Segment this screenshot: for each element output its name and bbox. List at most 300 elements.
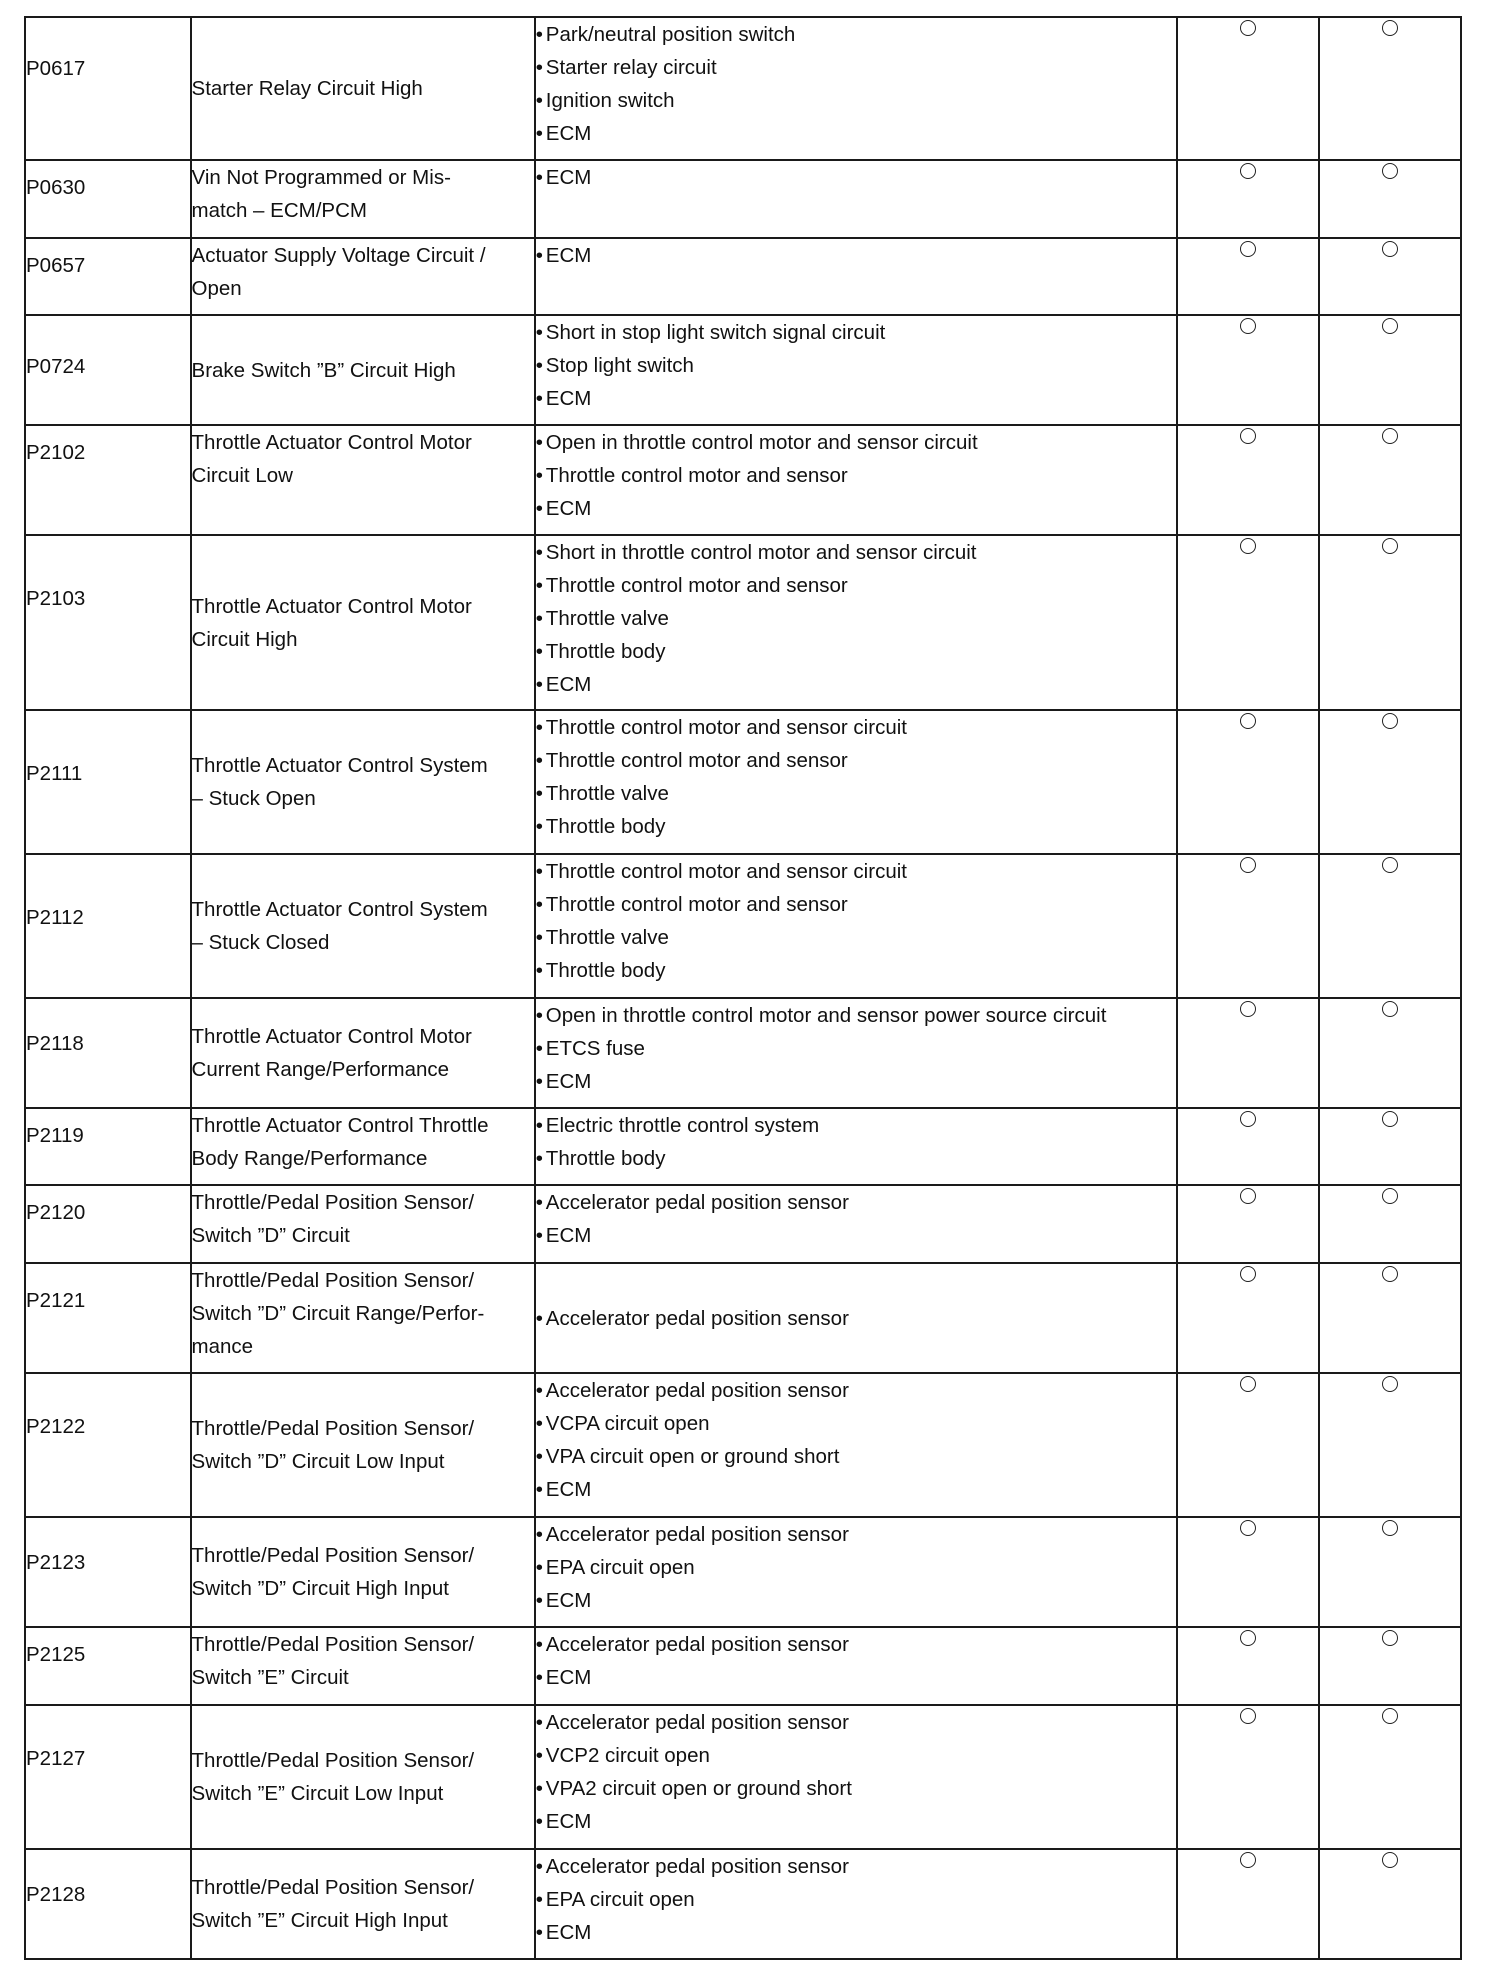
trouble-area-text: Throttle valve [545, 926, 669, 949]
table-row [25, 1185, 1461, 1263]
detection-item-cell [191, 998, 535, 1108]
trouble-area-text: Short in stop light switch signal circuit [545, 321, 886, 344]
trouble-area-item [536, 1440, 1176, 1473]
detection-item-line: – Stuck Closed [191, 931, 330, 954]
detection-item-line: Current Range/Performance [191, 1058, 450, 1081]
detection-item-cell [191, 1627, 535, 1705]
trouble-area-text: ECM [545, 1921, 592, 1944]
mil-mark-cell [1177, 315, 1319, 425]
memory-mark-cell [1319, 1627, 1461, 1705]
trouble-area-cell [535, 1108, 1177, 1185]
mil-mark-cell [1177, 1705, 1319, 1849]
memory-mark-cell [1319, 1705, 1461, 1849]
dtc-code: P2120 [26, 1201, 86, 1224]
trouble-area-item [536, 635, 1176, 668]
bullet-icon: • [535, 244, 543, 267]
trouble-area-cell [535, 425, 1177, 535]
dtc-code-cell [25, 1108, 191, 1185]
detection-item-cell [191, 1108, 535, 1185]
trouble-area-item [536, 1551, 1176, 1584]
table-row [25, 160, 1461, 238]
dtc-code: P2125 [26, 1643, 86, 1666]
dtc-code-cell [25, 854, 191, 998]
circle-mark-icon [1382, 538, 1398, 554]
trouble-area-text: Park/neutral position switch [545, 23, 796, 46]
dtc-table [24, 16, 1462, 1960]
trouble-area-item [536, 1916, 1176, 1949]
detection-item-line: Circuit Low [191, 464, 293, 487]
memory-mark-cell [1319, 238, 1461, 315]
memory-mark-cell [1319, 1517, 1461, 1627]
memory-mark-cell [1319, 535, 1461, 710]
trouble-area-item [536, 1805, 1176, 1838]
mil-mark-cell [1177, 1185, 1319, 1263]
circle-mark-icon [1382, 1520, 1398, 1536]
trouble-area-text: Electric throttle control system [545, 1114, 820, 1137]
detection-item-line: Brake Switch ”B” Circuit High [191, 358, 456, 382]
trouble-area-item [536, 536, 1176, 569]
bullet-icon: • [535, 1070, 543, 1093]
memory-mark-cell [1319, 1849, 1461, 1959]
bullet-icon: • [535, 1589, 543, 1612]
detection-item-line: Throttle/Pedal Position Sensor/ [191, 1544, 475, 1567]
bullet-icon: • [535, 574, 543, 597]
detection-item-line: Throttle/Pedal Position Sensor/ [191, 1191, 475, 1214]
trouble-area-item [536, 349, 1176, 382]
bullet-icon: • [535, 1379, 543, 1402]
trouble-area-item [536, 954, 1176, 987]
dtc-code-cell [25, 17, 191, 160]
bullet-icon: • [535, 166, 543, 189]
dtc-code-cell [25, 238, 191, 315]
bullet-icon: • [535, 1777, 543, 1800]
dtc-code: P2119 [26, 1124, 84, 1147]
bullet-icon: • [535, 815, 543, 838]
trouble-area-item [536, 999, 1176, 1032]
trouble-area-text: VCPA circuit open [545, 1412, 710, 1435]
mil-mark-cell [1177, 1849, 1319, 1959]
dtc-code: P2103 [26, 587, 86, 610]
trouble-area-text: Open in throttle control motor and sensor power source circuit [545, 1004, 1107, 1027]
bullet-icon: • [535, 749, 543, 772]
circle-mark-icon [1240, 163, 1256, 179]
trouble-area-text: Accelerator pedal position sensor [545, 1523, 849, 1546]
trouble-area-text: ECM [545, 1666, 592, 1689]
trouble-area-cell [535, 1517, 1177, 1627]
memory-mark-cell [1319, 1108, 1461, 1185]
detection-item-cell [191, 238, 535, 315]
trouble-area-text: ECM [545, 1224, 592, 1247]
trouble-area-item [536, 492, 1176, 525]
trouble-area-item [536, 711, 1176, 744]
circle-mark-icon [1382, 1852, 1398, 1868]
detection-item-cell [191, 854, 535, 998]
bullet-icon: • [535, 1921, 543, 1944]
bullet-icon: • [535, 1412, 543, 1435]
bullet-icon: • [535, 1855, 543, 1878]
trouble-area-item [536, 84, 1176, 117]
bullet-icon: • [535, 1888, 543, 1911]
trouble-area-text: ECM [545, 166, 592, 189]
trouble-area-item [536, 51, 1176, 84]
trouble-area-item [536, 1219, 1176, 1252]
trouble-area-cell [535, 17, 1177, 160]
trouble-area-text: EPA circuit open [545, 1888, 695, 1911]
trouble-area-text: Starter relay circuit [545, 56, 717, 79]
trouble-area-cell [535, 1373, 1177, 1517]
bullet-icon: • [535, 1147, 543, 1170]
trouble-area-cell [535, 1627, 1177, 1705]
memory-mark-cell [1319, 1185, 1461, 1263]
detection-item-line: Throttle Actuator Control System [191, 754, 488, 777]
trouble-area-item [536, 1109, 1176, 1142]
detection-item-line: match – ECM/PCM [191, 199, 367, 222]
circle-mark-icon [1382, 713, 1398, 729]
circle-mark-icon [1240, 1376, 1256, 1392]
circle-mark-icon [1240, 428, 1256, 444]
bullet-icon: • [535, 673, 543, 696]
trouble-area-item [536, 161, 1176, 194]
dtc-code-cell [25, 315, 191, 425]
bullet-icon: • [535, 1556, 543, 1579]
circle-mark-icon [1240, 1630, 1256, 1646]
detection-item-line: Switch ”E” Circuit [191, 1666, 349, 1689]
trouble-area-text: Throttle body [545, 1147, 666, 1170]
detection-item-line: Throttle Actuator Control Motor [191, 431, 472, 454]
trouble-area-text: Throttle control motor and sensor [545, 893, 848, 916]
trouble-area-cell [535, 1705, 1177, 1849]
bullet-icon: • [535, 1224, 543, 1247]
trouble-area-text: Accelerator pedal position sensor [545, 1191, 849, 1214]
table-row [25, 1627, 1461, 1705]
trouble-area-item [536, 569, 1176, 602]
trouble-area-item [536, 777, 1176, 810]
circle-mark-icon [1382, 1266, 1398, 1282]
dtc-code: P0657 [26, 254, 86, 277]
detection-item-line: Throttle Actuator Control Throttle [191, 1114, 489, 1137]
detection-item-cell [191, 17, 535, 160]
trouble-area-cell [535, 854, 1177, 998]
circle-mark-icon [1382, 1376, 1398, 1392]
bullet-icon: • [535, 541, 543, 564]
circle-mark-icon [1240, 1708, 1256, 1724]
detection-item-line: Throttle/Pedal Position Sensor/ [191, 1876, 475, 1899]
detection-item-line: Switch ”D” Circuit Low Input [191, 1450, 445, 1473]
trouble-area-text: ECM [545, 244, 592, 267]
circle-mark-icon [1382, 20, 1398, 36]
detection-item-line: Switch ”D” Circuit [191, 1224, 350, 1247]
mil-mark-cell [1177, 1108, 1319, 1185]
table-row [25, 1705, 1461, 1849]
dtc-code-cell [25, 1627, 191, 1705]
trouble-area-text: Short in throttle control motor and sensor circuit [545, 541, 977, 564]
dtc-code-cell [25, 1849, 191, 1959]
detection-item-cell [191, 1263, 535, 1373]
dtc-code: P0724 [26, 355, 86, 378]
bullet-icon: • [535, 1666, 543, 1689]
memory-mark-cell [1319, 315, 1461, 425]
bullet-icon: • [535, 431, 543, 454]
table-row [25, 17, 1461, 160]
detection-item-cell [191, 710, 535, 854]
bullet-icon: • [535, 1445, 543, 1468]
detection-item-cell [191, 1705, 535, 1849]
trouble-area-cell [535, 238, 1177, 315]
circle-mark-icon [1240, 857, 1256, 873]
trouble-area-text: Accelerator pedal position sensor [545, 1379, 849, 1402]
trouble-area-item [536, 1142, 1176, 1175]
trouble-area-item [536, 668, 1176, 701]
table-row [25, 1373, 1461, 1517]
circle-mark-icon [1382, 163, 1398, 179]
bullet-icon: • [535, 1191, 543, 1214]
trouble-area-item [536, 316, 1176, 349]
trouble-area-text: Accelerator pedal position sensor [545, 1633, 849, 1656]
detection-item-cell [191, 160, 535, 238]
dtc-code: P2123 [26, 1551, 86, 1574]
trouble-area-text: Throttle body [545, 815, 666, 838]
trouble-area-text: Open in throttle control motor and sensor circuit [545, 431, 978, 454]
bullet-icon: • [535, 497, 543, 520]
table-row [25, 238, 1461, 315]
dtc-code: P2111 [26, 762, 83, 785]
trouble-area-item [536, 1473, 1176, 1506]
detection-item-line: Throttle Actuator Control System [191, 898, 488, 921]
memory-mark-cell [1319, 1373, 1461, 1517]
dtc-code: P2102 [26, 441, 86, 464]
dtc-code-cell [25, 1517, 191, 1627]
circle-mark-icon [1240, 1266, 1256, 1282]
detection-item-line: – Stuck Open [191, 787, 316, 810]
bullet-icon: • [535, 926, 543, 949]
detection-item-line: Starter Relay Circuit High [191, 77, 423, 100]
trouble-area-item [536, 1628, 1176, 1661]
trouble-area-item [536, 1883, 1176, 1916]
trouble-area-text: VCP2 circuit open [545, 1744, 710, 1767]
bullet-icon: • [535, 860, 543, 883]
trouble-area-text: Throttle valve [545, 607, 669, 630]
detection-item-line: Switch ”E” Circuit Low Input [191, 1782, 444, 1805]
mil-mark-cell [1177, 998, 1319, 1108]
trouble-area-cell [535, 998, 1177, 1108]
trouble-area-item [536, 744, 1176, 777]
memory-mark-cell [1319, 710, 1461, 854]
memory-mark-cell [1319, 160, 1461, 238]
bullet-icon: • [535, 321, 543, 344]
circle-mark-icon [1240, 713, 1256, 729]
mil-mark-cell [1177, 238, 1319, 315]
detection-item-cell [191, 1373, 535, 1517]
trouble-area-cell [535, 1263, 1177, 1373]
detection-item-line: mance [191, 1335, 254, 1358]
bullet-icon: • [535, 640, 543, 663]
table-row [25, 1108, 1461, 1185]
detection-item-line: Open [191, 277, 242, 300]
table-row [25, 1263, 1461, 1373]
trouble-area-cell [535, 535, 1177, 710]
trouble-area-text: ECM [545, 387, 592, 410]
bullet-icon: • [535, 1523, 543, 1546]
trouble-area-item [536, 1407, 1176, 1440]
trouble-area-cell [535, 1849, 1177, 1959]
bullet-icon: • [535, 716, 543, 739]
trouble-area-item [536, 602, 1176, 635]
table-row [25, 535, 1461, 710]
mil-mark-cell [1177, 710, 1319, 854]
circle-mark-icon [1382, 1630, 1398, 1646]
circle-mark-icon [1382, 428, 1398, 444]
trouble-area-item [536, 239, 1176, 272]
circle-mark-icon [1382, 241, 1398, 257]
trouble-area-text: VPA2 circuit open or ground short [545, 1777, 852, 1800]
trouble-area-text: ECM [545, 1810, 592, 1833]
bullet-icon: • [535, 354, 543, 377]
detection-item-cell [191, 535, 535, 710]
trouble-area-text: Throttle valve [545, 782, 669, 805]
detection-item-line: Throttle/Pedal Position Sensor/ [191, 1749, 475, 1772]
trouble-area-text: Accelerator pedal position sensor [545, 1711, 849, 1734]
dtc-code-cell [25, 1185, 191, 1263]
trouble-area-item [536, 1850, 1176, 1883]
detection-item-line: Throttle/Pedal Position Sensor/ [191, 1633, 475, 1656]
trouble-area-item [536, 1772, 1176, 1805]
circle-mark-icon [1240, 1852, 1256, 1868]
bullet-icon: • [535, 387, 543, 410]
trouble-area-text: Stop light switch [545, 354, 694, 377]
trouble-area-item [536, 855, 1176, 888]
bullet-icon: • [535, 1114, 543, 1137]
table-row [25, 710, 1461, 854]
dtc-code: P0630 [26, 176, 86, 199]
circle-mark-icon [1240, 1001, 1256, 1017]
dtc-table-body [25, 17, 1461, 1959]
trouble-area-text: ECM [545, 122, 592, 145]
dtc-code-cell [25, 998, 191, 1108]
detection-item-line: Throttle/Pedal Position Sensor/ [191, 1417, 475, 1440]
trouble-area-text: Accelerator pedal position sensor [545, 1855, 849, 1878]
trouble-area-item [536, 1518, 1176, 1551]
table-row [25, 998, 1461, 1108]
detection-item-line: Switch ”D” Circuit Range/Perfor- [191, 1302, 485, 1325]
trouble-area-item [536, 1186, 1176, 1219]
trouble-area-item [536, 117, 1176, 150]
trouble-area-text: Throttle control motor and sensor circuit [545, 860, 907, 883]
memory-mark-cell [1319, 425, 1461, 535]
trouble-area-item [536, 382, 1176, 415]
circle-mark-icon [1382, 857, 1398, 873]
trouble-area-text: Throttle body [545, 959, 666, 982]
bullet-icon: • [535, 607, 543, 630]
bullet-icon: • [535, 1306, 543, 1330]
circle-mark-icon [1240, 1520, 1256, 1536]
trouble-area-text: Throttle control motor and sensor [545, 464, 848, 487]
dtc-code: P2121 [26, 1289, 86, 1312]
bullet-icon: • [535, 56, 543, 79]
dtc-code: P2112 [26, 906, 84, 929]
trouble-area-text: Throttle control motor and sensor [545, 749, 848, 772]
detection-item-line: Vin Not Programmed or Mis- [191, 166, 451, 189]
trouble-area-item [536, 1584, 1176, 1617]
dtc-code-cell [25, 1705, 191, 1849]
dtc-code-cell [25, 710, 191, 854]
dtc-code: P2122 [26, 1415, 86, 1438]
mil-mark-cell [1177, 1627, 1319, 1705]
circle-mark-icon [1240, 241, 1256, 257]
table-row [25, 315, 1461, 425]
dtc-code: P0617 [26, 57, 86, 80]
detection-item-cell [191, 425, 535, 535]
bullet-icon: • [535, 893, 543, 916]
mil-mark-cell [1177, 425, 1319, 535]
bullet-icon: • [535, 782, 543, 805]
mil-mark-cell [1177, 160, 1319, 238]
trouble-area-cell [535, 160, 1177, 238]
circle-mark-icon [1382, 1001, 1398, 1017]
mil-mark-cell [1177, 17, 1319, 160]
circle-mark-icon [1382, 1188, 1398, 1204]
dtc-code: P2127 [26, 1747, 86, 1770]
trouble-area-cell [535, 1185, 1177, 1263]
dtc-code-cell [25, 535, 191, 710]
mil-mark-cell [1177, 1263, 1319, 1373]
trouble-area-text: ECM [545, 673, 592, 696]
detection-item-cell [191, 1185, 535, 1263]
memory-mark-cell [1319, 998, 1461, 1108]
detection-item-line: Throttle Actuator Control Motor [191, 1025, 472, 1048]
table-row [25, 1849, 1461, 1959]
detection-item-line: Throttle/Pedal Position Sensor/ [191, 1269, 475, 1292]
detection-item-line: Body Range/Performance [191, 1147, 428, 1170]
trouble-area-text: EPA circuit open [545, 1556, 695, 1579]
trouble-area-item [536, 18, 1176, 51]
trouble-area-item [536, 459, 1176, 492]
trouble-area-item [536, 1065, 1176, 1098]
circle-mark-icon [1382, 1708, 1398, 1724]
bullet-icon: • [535, 122, 543, 145]
trouble-area-item [536, 888, 1176, 921]
trouble-area-text: Accelerator pedal position sensor [545, 1306, 849, 1330]
detection-item-line: Switch ”E” Circuit High Input [191, 1909, 448, 1932]
memory-mark-cell [1319, 17, 1461, 160]
bullet-icon: • [535, 1810, 543, 1833]
circle-mark-icon [1240, 318, 1256, 334]
bullet-icon: • [535, 23, 543, 46]
circle-mark-icon [1382, 1111, 1398, 1127]
circle-mark-icon [1240, 538, 1256, 554]
table-row [25, 1517, 1461, 1627]
mil-mark-cell [1177, 1517, 1319, 1627]
trouble-area-item [536, 1302, 1176, 1335]
trouble-area-text: ECM [545, 497, 592, 520]
trouble-area-item [536, 1374, 1176, 1407]
circle-mark-icon [1240, 20, 1256, 36]
circle-mark-icon [1240, 1111, 1256, 1127]
dtc-code: P2128 [26, 1883, 86, 1906]
trouble-area-text: Throttle control motor and sensor circuit [545, 716, 907, 739]
detection-item-line: Circuit High [191, 627, 298, 651]
mil-mark-cell [1177, 1373, 1319, 1517]
bullet-icon: • [535, 1037, 543, 1060]
trouble-area-cell [535, 710, 1177, 854]
mil-mark-cell [1177, 535, 1319, 710]
trouble-area-text: Throttle control motor and sensor [545, 574, 848, 597]
bullet-icon: • [535, 1478, 543, 1501]
memory-mark-cell [1319, 854, 1461, 998]
detection-item-line: Actuator Supply Voltage Circuit / [191, 244, 486, 267]
detection-item-cell [191, 315, 535, 425]
detection-item-line: Switch ”D” Circuit High Input [191, 1577, 449, 1600]
detection-item-cell [191, 1849, 535, 1959]
